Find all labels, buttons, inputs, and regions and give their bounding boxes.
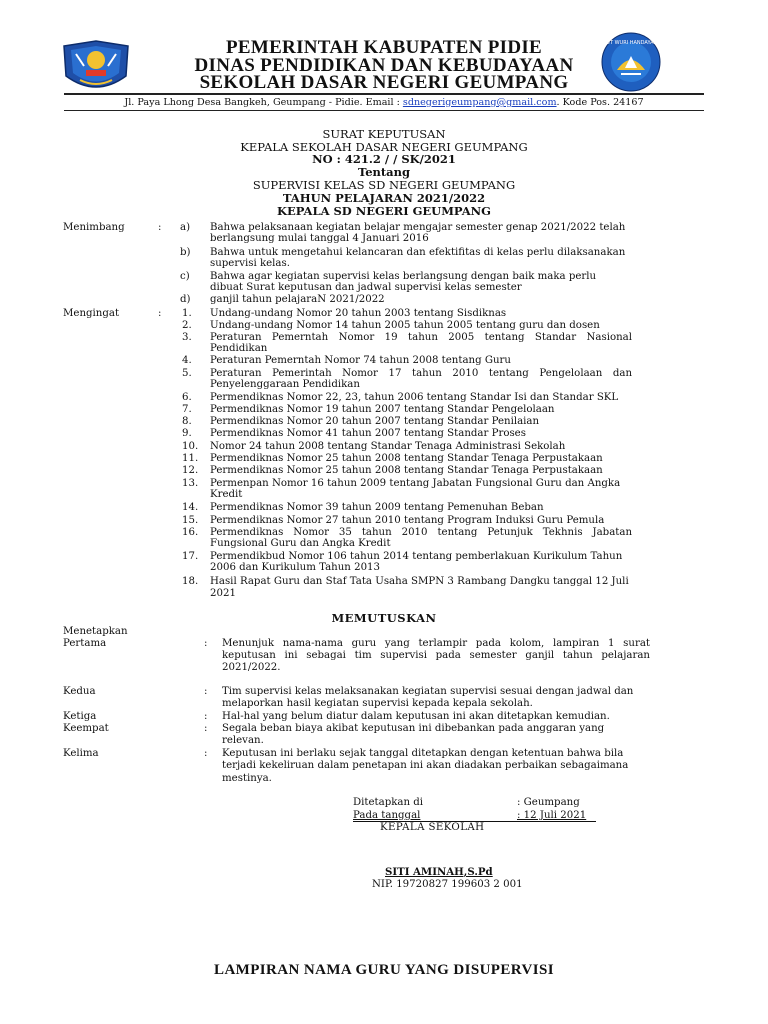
mengingat-line: Undang-undang Nomor 14 tahun 2005 tahun 2005 tentang guru dan dosen bbox=[210, 320, 600, 331]
decision-line: melaporkan hasil kegiatan supervisi kepada kepala sekolah. bbox=[222, 698, 533, 709]
mengingat-mark: 3. bbox=[182, 332, 192, 343]
decision-label: Kelima bbox=[63, 748, 99, 759]
ditetapkan-label: Ditetapkan di bbox=[353, 797, 424, 808]
mengingat-mark: 15. bbox=[182, 515, 199, 526]
mengingat-mark: 5. bbox=[182, 368, 192, 379]
lampiran-heading: LAMPIRAN NAMA GURU YANG DISUPERVISI bbox=[214, 962, 554, 978]
menimbang-line: Bahwa agar kegiatan supervisi kelas berlangsung dengan baik maka perlu bbox=[210, 271, 597, 282]
mengingat-line: Penyelenggaraan Pendidikan bbox=[210, 379, 360, 390]
menimbang-colon: : bbox=[158, 222, 162, 233]
decision-colon: : bbox=[204, 748, 208, 759]
mengingat-line: Permendikbud Nomor 106 tahun 2014 tentang pemberlakuan Kurikulum Tahun bbox=[210, 551, 623, 562]
decision-line: mestinya. bbox=[222, 773, 272, 784]
mengingat-line: Nomor 24 tahun 2008 tentang Standar Tenaga Administrasi Sekolah bbox=[210, 441, 566, 452]
mengingat-line: Permendiknas Nomor 25 tahun 2008 tentang Standar Tenaga Perpustakaan bbox=[210, 465, 603, 476]
mengingat-mark: 2. bbox=[182, 320, 192, 331]
mengingat-line: Fungsional Guru dan Angka Kredit bbox=[210, 538, 391, 549]
mengingat-line: Permendiknas Nomor 19 tahun 2007 tentang Standar Pengelolaan bbox=[210, 404, 555, 415]
mengingat-line: Permendiknas Nomor 20 tahun 2007 tentang Standar Penilaian bbox=[210, 416, 540, 427]
mengingat-line: 2021 bbox=[210, 588, 236, 599]
mengingat-colon: : bbox=[158, 308, 162, 319]
mengingat-mark: 14. bbox=[182, 502, 199, 513]
signatory-nip: NIP. 19720827 199603 2 001 bbox=[372, 879, 523, 890]
title-kepala-sekolah: KEPALA SEKOLAH DASAR NEGERI GEUMPANG bbox=[240, 140, 528, 154]
title-tentang: Tentang bbox=[357, 165, 411, 179]
menimbang-mark: d) bbox=[180, 294, 191, 305]
mengingat-mark: 6. bbox=[182, 392, 192, 403]
menimbang-line: ganjil tahun pelajaraN 2021/2022 bbox=[210, 294, 385, 305]
decision-line: Keputusan ini berlaku sejak tanggal ditetapkan dengan ketentuan bahwa bila bbox=[222, 748, 624, 759]
mengingat-mark: 12. bbox=[182, 465, 199, 476]
mengingat-line: Peraturan Pemerntah Nomor 74 tahun 2008 tentang Guru bbox=[210, 355, 511, 366]
menimbang-line: berlangsung mulai tanggal 4 Januari 2016 bbox=[210, 233, 429, 244]
mengingat-mark: 7. bbox=[182, 404, 192, 415]
mengingat-mark: 11. bbox=[182, 453, 199, 464]
mengingat-mark: 18. bbox=[182, 576, 199, 587]
header-line-2: DINAS PENDIDIKAN DAN KEBUDAYAAN bbox=[194, 55, 574, 76]
mengingat-line: Permendiknas Nomor 25 tahun 2008 tentang Standar Tenaga Perpustakaan bbox=[210, 453, 603, 464]
svg-text:TUT WURI HANDAYANI: TUT WURI HANDAYANI bbox=[603, 40, 659, 46]
decision-label: Keempat bbox=[63, 723, 109, 734]
mengingat-line: Pendidikan bbox=[210, 343, 268, 354]
menimbang-mark: a) bbox=[180, 222, 191, 233]
mengingat-line: 2006 dan Kurikulum Tahun 2013 bbox=[210, 562, 381, 573]
decision-label: Ketiga bbox=[63, 711, 97, 722]
header-rule-top bbox=[64, 93, 704, 95]
decision-line: relevan. bbox=[222, 735, 264, 746]
menimbang-line: dibuat Surat keputusan dan jadwal supervisi kelas semester bbox=[210, 282, 522, 293]
decision-line: Segala beban biaya akibat keputusan ini dibebankan pada anggaran yang bbox=[222, 723, 605, 734]
decision-line: Tim supervisi kelas melaksanakan kegiatan supervisi sesuai dengan jadwal dan bbox=[222, 686, 634, 697]
decision-label: Kedua bbox=[63, 686, 96, 697]
decision-colon: : bbox=[204, 686, 208, 697]
mengingat-mark: 17. bbox=[182, 551, 199, 562]
decision-label: Pertama bbox=[63, 638, 107, 649]
title-tahun-pelajaran: TAHUN PELAJARAN 2021/2022 bbox=[282, 191, 486, 205]
mengingat-line: Permendiknas Nomor 27 tahun 2010 tentang Program Induksi Guru Pemula bbox=[210, 515, 605, 526]
header-line-1: PEMERINTAH KABUPATEN PIDIE bbox=[225, 37, 543, 58]
mengingat-line: Permenpan Nomor 16 tahun 2009 tentang Jabatan Fungsional Guru dan Angka bbox=[210, 478, 621, 489]
mengingat-line: Hasil Rapat Guru dan Staf Tata Usaha SMPN 3 Rambang Dangku tanggal 12 Juli bbox=[210, 576, 629, 587]
mengingat-line: Peraturan Pemerintah Nomor 17 tahun 2010 tentang Pengelolaan dan bbox=[210, 368, 632, 379]
school-address: Jl. Paya Lhong Desa Bangkeh, Geumpang - Pidie. Email : sdnegerigeumpang@gmail.com. Kode Pos. 24167 bbox=[124, 97, 644, 108]
signatory-name: SITI AMINAH,S.Pd bbox=[385, 866, 493, 878]
menetapkan-label: Menetapkan bbox=[63, 626, 128, 637]
tanggal-label: Pada tanggal bbox=[353, 810, 421, 821]
mengingat-mark: 16. bbox=[182, 527, 199, 538]
mengingat-mark: 4. bbox=[182, 355, 192, 366]
decision-line: Hal-hal yang belum diatur dalam keputusan ini akan ditetapkan kemudian. bbox=[222, 711, 610, 722]
mengingat-label: Mengingat bbox=[63, 308, 120, 319]
email-link[interactable]: sdnegerigeumpang@gmail.com bbox=[402, 97, 557, 108]
header-line-3: SEKOLAH DASAR NEGERI GEUMPANG bbox=[199, 72, 569, 93]
mengingat-line: Permendiknas Nomor 22, 23, tahun 2006 tentang Standar Isi dan Standar SKL bbox=[210, 392, 619, 403]
title-subject: SUPERVISI KELAS SD NEGERI GEUMPANG bbox=[252, 178, 516, 192]
title-surat-keputusan: SURAT KEPUTUSAN bbox=[322, 127, 446, 141]
menimbang-label: Menimbang bbox=[63, 222, 125, 233]
ditetapkan-value: : Geumpang bbox=[517, 797, 580, 808]
mengingat-line: Kredit bbox=[210, 489, 243, 500]
decision-line: keputusan ini sebagai tim supervisi pada semester ganjil tahun pelajaran bbox=[222, 650, 650, 661]
menimbang-line: supervisi kelas. bbox=[210, 258, 290, 269]
header-rule-bottom bbox=[64, 110, 704, 111]
memutuskan-heading: MEMUTUSKAN bbox=[331, 611, 437, 625]
mengingat-line: Permendiknas Nomor 39 tahun 2009 tentang Pemenuhan Beban bbox=[210, 502, 544, 513]
mengingat-mark: 13. bbox=[182, 478, 199, 489]
mengingat-mark: 10. bbox=[182, 441, 199, 452]
menimbang-mark: b) bbox=[180, 247, 191, 258]
decision-line: Menunjuk nama-nama guru yang terlampir pada kolom, lampiran 1 surat bbox=[222, 638, 650, 649]
menimbang-line: Bahwa untuk mengetahui kelancaran dan efektifitas di kelas perlu dilaksanakan bbox=[210, 247, 626, 258]
mengingat-mark: 1. bbox=[182, 308, 192, 319]
mengingat-line: Peraturan Pemerntah Nomor 19 tahun 2005 tentang Standar Nasional bbox=[210, 332, 632, 343]
mengingat-mark: 8. bbox=[182, 416, 192, 427]
jabatan-kepala-sekolah: KEPALA SEKOLAH bbox=[380, 822, 485, 833]
title-nomor: NO : 421.2 / / SK/2021 bbox=[312, 152, 456, 166]
decision-colon: : bbox=[204, 638, 208, 649]
decision-line: 2021/2022. bbox=[222, 662, 281, 673]
decision-line: terjadi kekeliruan dalam penetapan ini akan diadakan perbaikan sebagaimana bbox=[222, 760, 629, 771]
menimbang-line: Bahwa pelaksanaan kegiatan belajar mengajar semester genap 2021/2022 telah bbox=[210, 222, 626, 233]
mengingat-line: Undang-undang Nomor 20 tahun 2003 tentang Sisdiknas bbox=[210, 308, 507, 319]
title-kepala-sd: KEPALA SD NEGERI GEUMPANG bbox=[276, 204, 491, 218]
menimbang-mark: c) bbox=[180, 271, 190, 282]
mengingat-mark: 9. bbox=[182, 428, 192, 439]
tanggal-value: : 12 Juli 2021 bbox=[517, 810, 587, 821]
decision-colon: : bbox=[204, 723, 208, 734]
decision-colon: : bbox=[204, 711, 208, 722]
mengingat-line: Permendiknas Nomor 41 tahun 2007 tentang Standar Proses bbox=[210, 428, 526, 439]
mengingat-line: Permendiknas Nomor 35 tahun 2010 tentang Petunjuk Tekhnis Jabatan bbox=[210, 527, 632, 538]
